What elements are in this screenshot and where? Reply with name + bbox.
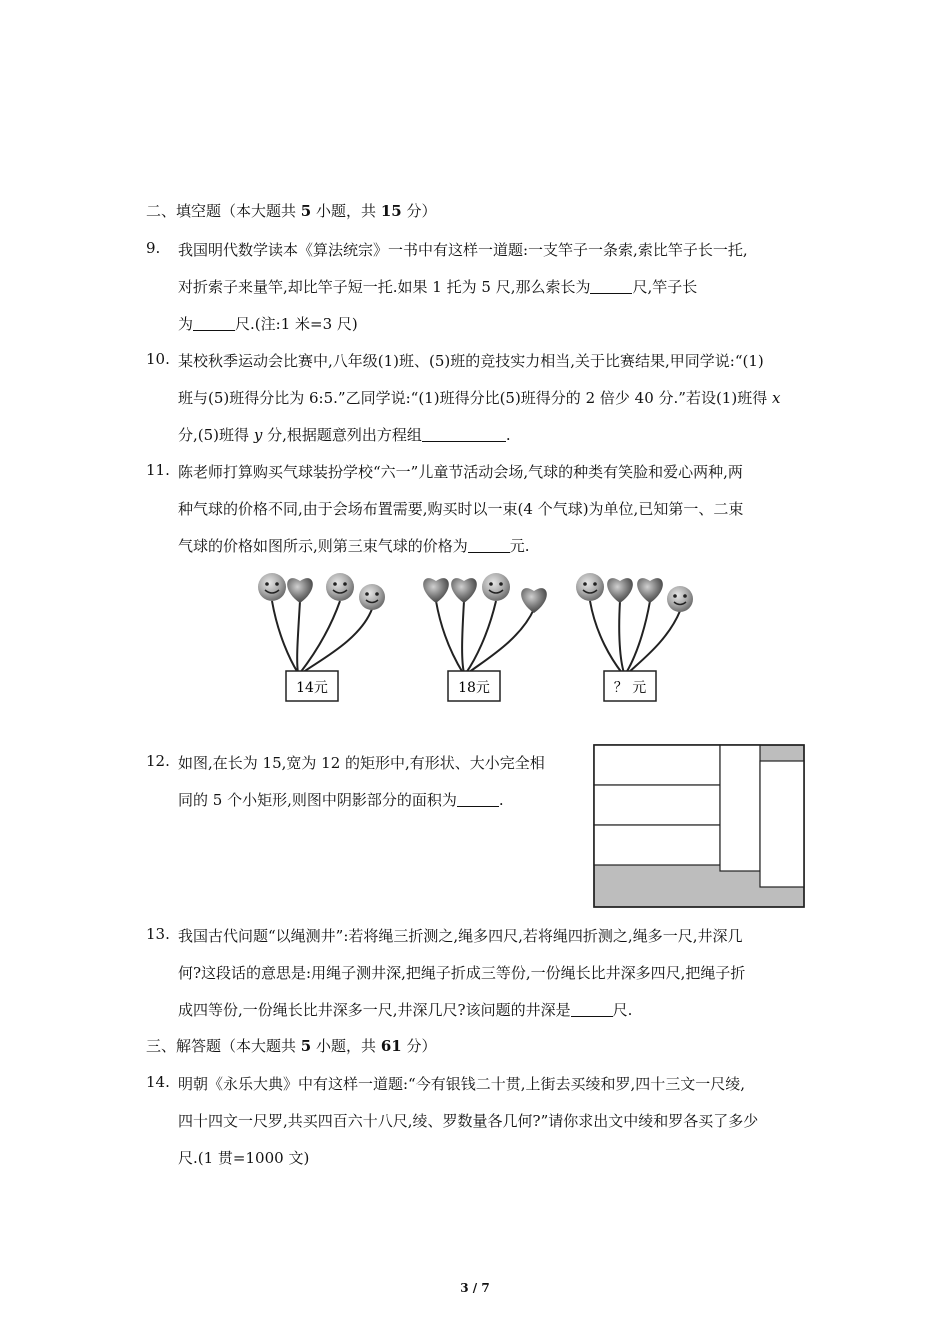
balloon-bunch-1 — [258, 573, 385, 701]
balloon-bunch-3 — [576, 573, 693, 701]
question-line: 明朝《永乐大典》中有这样一道题:“今有银钱二十贯,上街去买绫和罗,四十三文一尺绫, — [178, 1075, 746, 1093]
question-number: 14. — [146, 1073, 170, 1091]
question-number: 10. — [146, 350, 170, 368]
small-rectangle — [594, 785, 720, 825]
question-line: 气球的价格如图所示,则第三束气球的价格为 元. — [178, 537, 530, 555]
question-number: 11. — [146, 461, 170, 479]
answer-blank[interactable] — [468, 538, 510, 553]
small-rectangle — [760, 761, 804, 887]
question-line: 我国明代数学读本《算法统宗》一书中有这样一道题:一支竿子一条索,索比竿子长一托, — [178, 241, 748, 259]
price-label: ？ 元 — [613, 680, 647, 696]
answer-blank[interactable] — [590, 279, 632, 294]
question-line: 班与(5)班得分比为 6:5.”乙同学说:“(1)班得分比(5)班得分的 2 倍少 40 分.”若设(1)班得 x — [178, 389, 781, 407]
question-line: 为 尺.(注:1 米=3 尺) — [178, 315, 358, 333]
heart-balloon-icon — [521, 588, 547, 613]
heart-balloon-icon — [637, 578, 663, 603]
small-rectangle — [594, 825, 720, 865]
price-label: 18元 — [458, 680, 490, 696]
smiley-balloon-icon — [667, 586, 693, 612]
question-line: 分,(5)班得 y 分,根据题意列出方程组 . — [178, 426, 511, 444]
heart-balloon-icon — [451, 578, 477, 603]
page-number: 3 / 7 — [460, 1281, 490, 1295]
question-number: 12. — [146, 752, 170, 770]
question-line: 成四等份,一份绳长比井深多一尺,井深几尺?该问题的井深是 尺. — [178, 1001, 633, 1019]
small-rectangle — [720, 745, 760, 871]
question-line: 种气球的价格不同,由于会场布置需要,购买时以一束(4 个气球)为单位,已知第一、二束 — [178, 500, 744, 518]
price-label: 14元 — [296, 680, 328, 696]
question-line: 陈老师打算购买气球装扮学校“六一”儿童节活动会场,气球的种类有笑脸和爱心两种,两 — [178, 463, 743, 481]
heart-balloon-icon — [423, 578, 449, 603]
question-line: 何?这段话的意思是:用绳子测井深,把绳子折成三等份,一份绳长比井深多四尺,把绳子折 — [178, 964, 746, 982]
answer-blank[interactable] — [571, 1002, 613, 1017]
question-number: 13. — [146, 925, 170, 943]
heart-balloon-icon — [287, 578, 313, 603]
section-3-header: 三、解答题（本大题共 5 小题，共 61 分） — [146, 1037, 437, 1055]
question-line: 尺.(1 贯=1000 文) — [178, 1149, 310, 1167]
question-line: 同的 5 个小矩形,则图中阴影部分的面积为 . — [178, 791, 504, 809]
answer-blank[interactable] — [193, 316, 235, 331]
question-line: 对折索子来量竿,却比竿子短一托.如果 1 托为 5 尺,那么索长为 尺,竿子长 — [178, 278, 698, 296]
question-line: 我国古代问题“以绳测井”:若将绳三折测之,绳多四尺,若将绳四折测之,绳多一尺,井深几 — [178, 927, 743, 945]
smiley-balloon-icon — [258, 573, 286, 601]
smiley-balloon-icon — [576, 573, 604, 601]
balloon-figure — [250, 565, 710, 705]
smiley-balloon-icon — [326, 573, 354, 601]
question-line: 四十四文一尺罗,共买四百六十八尺,绫、罗数量各几何?”请你求出文中绫和罗各买了多少 — [178, 1112, 759, 1130]
heart-balloon-icon — [607, 578, 633, 603]
answer-blank[interactable] — [457, 792, 499, 807]
question-number: 9. — [146, 239, 161, 257]
section-2-header: 二、填空题（本大题共 5 小题，共 15 分） — [146, 202, 437, 220]
question-line: 如图,在长为 15,宽为 12 的矩形中,有形状、大小完全相 — [178, 754, 545, 772]
rectangle-figure — [592, 743, 806, 909]
balloon-bunch-2 — [423, 573, 547, 701]
answer-blank[interactable] — [422, 427, 506, 442]
smiley-balloon-icon — [482, 573, 510, 601]
small-rectangle — [594, 745, 720, 785]
question-line: 某校秋季运动会比赛中,八年级(1)班、(5)班的竞技实力相当,关于比赛结果,甲同学说:“(1) — [178, 352, 764, 370]
smiley-balloon-icon — [359, 584, 385, 610]
